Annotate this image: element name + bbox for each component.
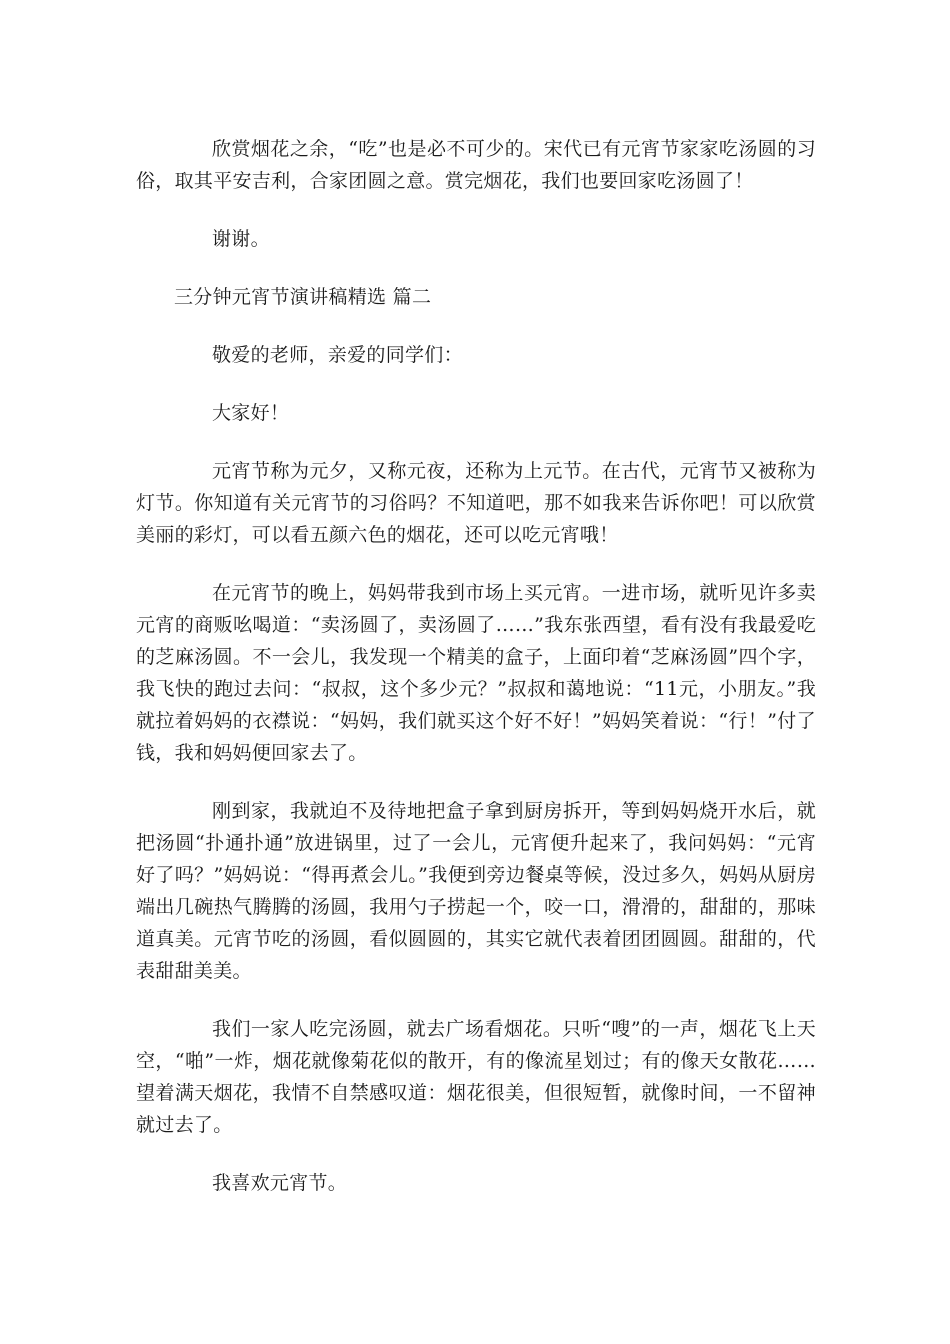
paragraph-greeting: 大家好！ [212, 402, 290, 424]
paragraph-cooking: 刚到家，我就迫不及待地把盒子拿到厨房拆开，等到妈妈烧开水后，就把汤圆“扑通扑通”放进锅里，过了一会儿，元宵便升起来了，我问妈妈：“元宵好了吗？”妈妈说：“得再煮会儿。”我便到旁边餐桌等候，没过多久，妈妈从厨房端出几碗热气腾腾的汤圆，我用勺子捞起一个，咬一口，滑滑的，甜甜的，那味道真美。元宵节吃的汤圆，看似圆圆的，其实它就代表着团团圆圆。甜甜的，代表甜甜美美。 [136, 800, 816, 982]
paragraph-salutation: 敬爱的老师，亲爱的同学们： [212, 344, 463, 366]
section-heading: 三分钟元宵节演讲稿精选 篇二 [174, 286, 432, 308]
paragraph-eating-tangyuan: 欣赏烟花之余，“吃”也是必不可少的。宋代已有元宵节家家吃汤圆的习俗，取其平安吉利，合家团圆之意。赏完烟花，我们也要回家吃汤圆了！ [136, 138, 816, 192]
paragraph-market: 在元宵节的晚上，妈妈带我到市场上买元宵。一进市场，就听见许多卖元宵的商贩吆喝道：“卖汤圆了，卖汤圆了……”我东张西望，看有没有我最爱吃的芝麻汤圆。不一会儿，我发现一个精美的盒子，上面印着“芝麻汤圆”四个字，我飞快的跑过去问：“叔叔，这个多少元？”叔叔和蔼地说：“11元，小朋友。”我就拉着妈妈的衣襟说：“妈妈，我们就买这个好不好！”妈妈笑着说：“行！”付了钱，我和妈妈便回家去了。 [136, 582, 816, 764]
paragraph-fireworks: 我们一家人吃完汤圆，就去广场看烟花。只听“嗖”的一声，烟花飞上天空，“啪”一炸，烟花就像菊花似的散开，有的像流星划过；有的像天女散花……望着满天烟花，我情不自禁感叹道：烟花很美，但很短暂，就像时间，一不留神就过去了。 [136, 1018, 816, 1136]
paragraph-closing: 我喜欢元宵节。 [212, 1172, 348, 1194]
paragraph-lantern-festival-intro: 元宵节称为元夕，又称元夜，还称为上元节。在古代，元宵节又被称为灯节。你知道有关元宵节的习俗吗？不知道吧，那不如我来告诉你吧！可以欣赏美丽的彩灯，可以看五颜六色的烟花，还可以吃元宵哦！ [136, 460, 816, 546]
paragraph-thanks: 谢谢。 [212, 228, 270, 250]
document-content [136, 133, 816, 1225]
